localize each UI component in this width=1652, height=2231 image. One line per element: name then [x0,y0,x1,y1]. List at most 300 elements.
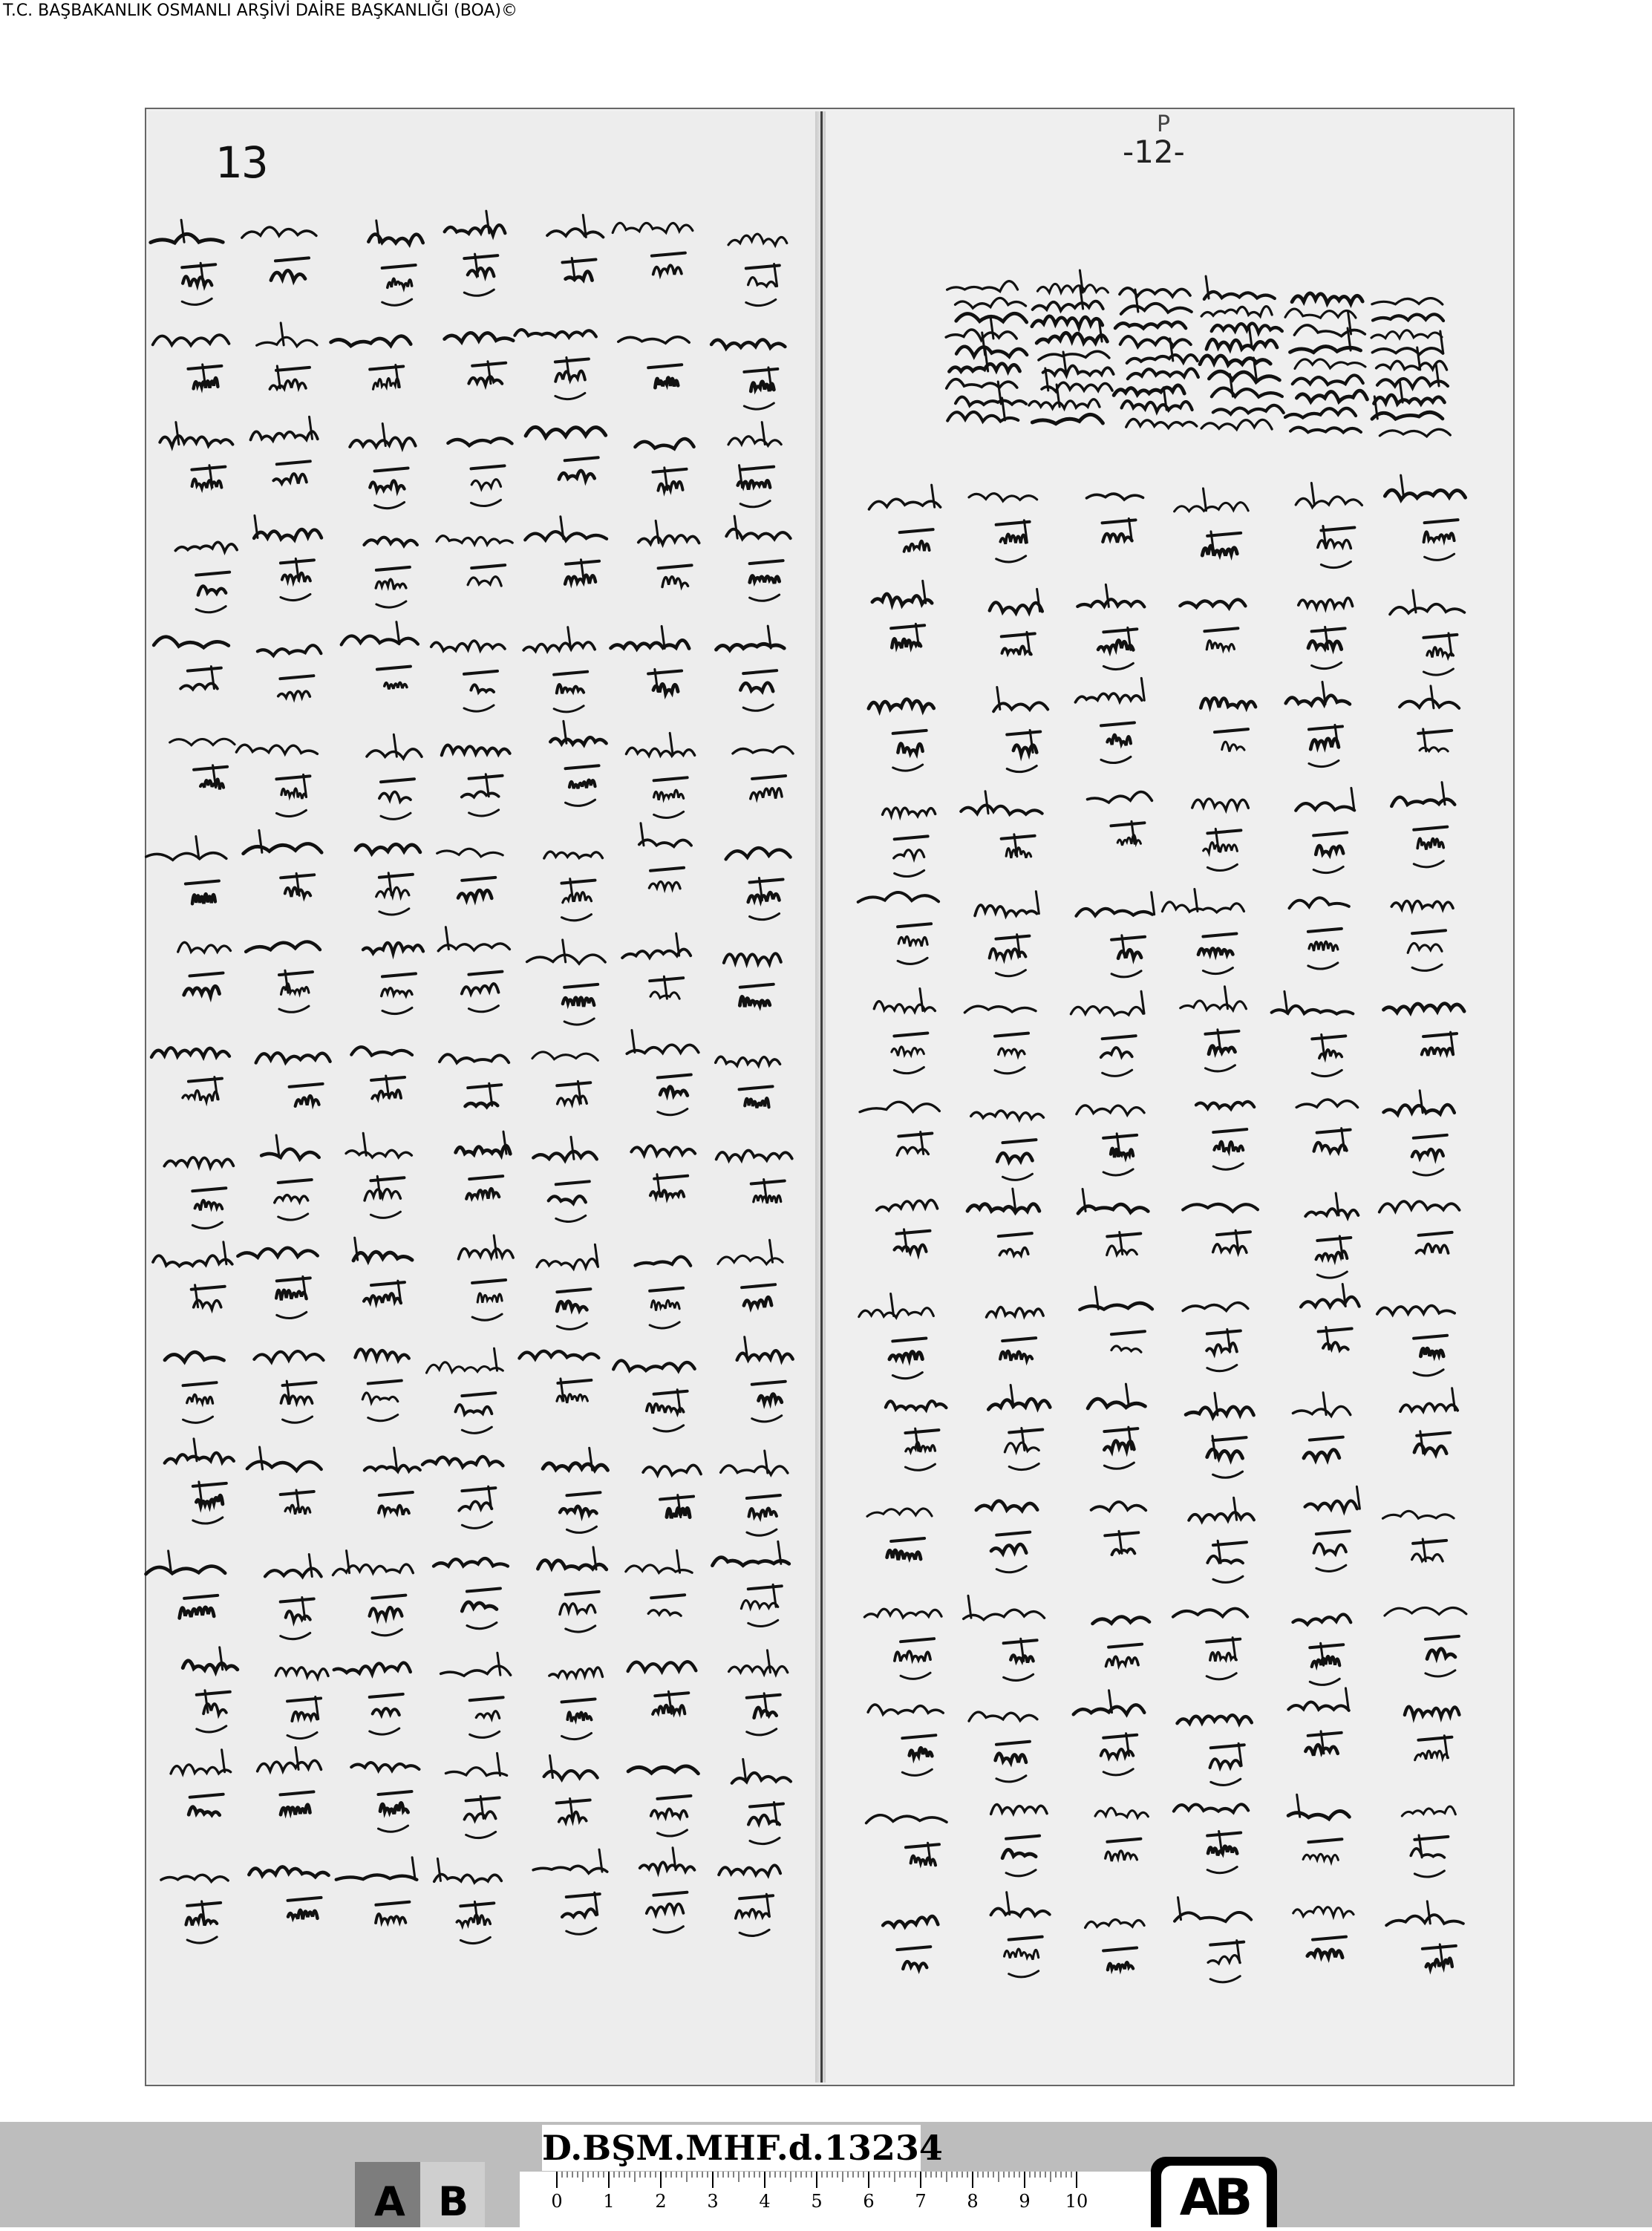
handwriting-stroke [1391,901,1453,910]
handwriting-stroke [1103,1735,1137,1738]
handwriting-stroke [1183,1204,1258,1212]
handwriting-stroke [1201,698,1256,708]
handwriting-stroke [566,1626,595,1632]
handwriting-stroke [1317,1238,1351,1241]
handwriting-stroke [987,1307,1044,1318]
handwriting-stroke [557,1082,590,1085]
handwriting-stroke [1111,1331,1145,1334]
handwriting-stroke [277,461,310,464]
handwriting-stroke [275,258,309,261]
handwriting-stroke [1305,1745,1337,1755]
handwriting-stroke [557,1289,590,1292]
handwriting-stroke [1043,366,1114,376]
handwriting-stroke [353,1252,412,1261]
handwriting-stroke [458,890,492,900]
handwriting-stroke [947,412,1018,422]
handwriting-stroke [1207,1331,1241,1334]
handwriting-stroke [456,1146,511,1155]
handwriting-stroke [279,1006,309,1012]
handwriting-stroke [740,501,770,507]
handwriting-stroke [193,1483,226,1486]
handwriting-stroke [894,1067,924,1073]
folio-mark-right: P [1157,111,1171,137]
handwriting-stroke [748,892,780,902]
handwriting-stroke [189,1807,219,1815]
handwriting-stroke [256,1053,330,1062]
handwriting-stroke [281,788,306,799]
handwriting-stroke [976,1501,1037,1511]
handwriting-stroke [618,337,689,344]
handwriting-stroke [146,853,226,860]
handwriting-stroke [662,577,688,587]
handwriting-stroke [355,1349,408,1360]
handwriting-stroke [1111,971,1141,977]
handwriting-stroke [381,813,411,819]
handwriting-stroke [1111,1149,1133,1157]
handwriting-stroke [733,747,793,754]
handwriting-stroke [1002,1338,1036,1341]
handwriting-stroke [567,1526,596,1532]
handwriting-stroke [1109,1644,1142,1647]
handwriting-stroke [1308,1839,1342,1842]
handwriting-stroke [555,359,589,362]
handwriting-stroke [996,1776,1026,1782]
handwriting-stroke [543,1463,607,1471]
handwriting-stroke [886,1401,947,1410]
handwriting-stroke [1000,534,1025,543]
handwriting-stroke [561,881,595,883]
handwriting-stroke [947,281,1018,292]
handwriting-stroke [1312,662,1342,668]
handwriting-stroke [1122,401,1192,411]
handwriting-stroke [904,541,930,552]
handwriting-stroke [883,1916,938,1927]
handwriting-stroke [236,745,317,754]
handwriting-stroke [1114,385,1184,395]
handwriting-stroke [333,1564,413,1575]
handwriting-stroke [1321,561,1351,567]
handwriting-stroke [1321,527,1354,530]
handwriting-stroke [1296,497,1362,507]
handwriting-stroke [660,1087,688,1096]
handwriting-stroke [995,1068,1025,1074]
handwriting-stroke [1210,1759,1241,1768]
handwriting-stroke [897,1947,930,1950]
handwriting-stroke [1316,1565,1346,1571]
handwriting-stroke [372,1595,405,1598]
handwriting-stroke [368,235,422,244]
handwriting-stroke [677,1550,680,1572]
handwriting-stroke [651,1595,685,1598]
handwriting-stroke [567,1928,596,1934]
handwriting-stroke [895,836,928,839]
handwriting-stroke [1292,293,1362,304]
handwriting-stroke [562,1909,596,1917]
handwriting-stroke [471,466,505,468]
handwriting-stroke [165,1453,234,1463]
color-card-letter-a: A [374,2178,405,2225]
handwriting-stroke [1000,1351,1032,1361]
handwriting-stroke [866,1815,947,1823]
handwriting-stroke [472,1280,506,1283]
handwriting-stroke [376,601,406,607]
handwriting-stroke [613,223,693,232]
handwriting-stroke [654,811,684,817]
handwriting-stroke [898,936,927,946]
handwriting-stroke [1424,532,1455,542]
handwriting-stroke [892,1047,924,1056]
handwriting-stroke [1098,640,1133,650]
handwriting-stroke [515,330,595,337]
handwriting-stroke [180,1607,214,1618]
handwriting-stroke [1310,1644,1343,1647]
handwriting-stroke [887,1550,921,1560]
handwriting-stroke [469,1176,503,1179]
handwriting-stroke [549,1196,586,1203]
handwriting-stroke [468,577,501,586]
handwriting-stroke [1317,1272,1347,1278]
handwriting-stroke [370,367,403,370]
handwriting-stroke [740,467,774,470]
handwriting-stroke [653,469,687,472]
handwriting-stroke [956,298,1026,308]
handwriting-stroke [286,1611,310,1621]
handwriting-stroke [561,915,591,921]
handwriting-stroke [652,253,685,256]
handwriting-stroke [370,1177,404,1180]
handwriting-stroke [1212,388,1282,397]
handwriting-stroke [1285,408,1356,418]
handwriting-stroke [445,1768,506,1776]
handwriting-stroke [437,536,512,545]
handwriting-stroke [288,1910,318,1919]
folio-number-right: -12- [1123,134,1185,170]
handwriting-stroke [667,1508,690,1518]
handwriting-stroke [1209,1046,1235,1054]
handwriting-stroke [632,1030,635,1053]
handwriting-stroke [1209,371,1279,382]
handwriting-stroke [351,1047,412,1055]
handwriting-stroke [457,1915,490,1926]
handwriting-stroke [464,290,494,295]
handwriting-stroke [1002,836,1035,839]
handwriting-stroke [869,699,934,711]
handwriting-stroke [1207,864,1237,870]
handwriting-stroke [379,1492,413,1495]
handwriting-stroke [956,347,1027,357]
ruler-number: 4 [759,2191,771,2212]
handwriting-stroke [1141,678,1144,700]
handwriting-stroke [192,1188,226,1191]
ruler-number: 1 [603,2191,615,2212]
handwriting-stroke [375,503,405,509]
handwriting-stroke [281,984,308,995]
handwriting-stroke [381,779,414,782]
handwriting-stroke [1414,827,1447,830]
handwriting-stroke [280,676,313,679]
handwriting-stroke [729,1666,788,1675]
handwriting-stroke [1307,1950,1342,1958]
handwriting-stroke [1203,967,1233,973]
handwriting-stroke [1042,382,1112,391]
handwriting-stroke [1412,1149,1443,1157]
handwriting-stroke [242,227,316,238]
handwriting-stroke [654,1391,688,1394]
handwriting-stroke [653,1705,685,1714]
handwriting-stroke [653,1892,687,1895]
handwriting-stroke [1210,1942,1244,1945]
handwriting-stroke [1427,647,1453,658]
handwriting-stroke [636,1257,691,1266]
handwriting-stroke [1293,1615,1351,1625]
handwriting-stroke [178,942,231,952]
handwriting-stroke [1288,1811,1349,1819]
handwriting-stroke [467,1589,500,1592]
handwriting-stroke [716,1056,780,1065]
handwriting-stroke [744,403,774,409]
handwriting-stroke [1126,419,1197,428]
handwriting-stroke [746,299,776,305]
handwriting-stroke [1318,540,1351,549]
handwriting-stroke [1174,1804,1248,1812]
handwriting-stroke [1037,589,1040,611]
handwriting-stroke [382,973,416,976]
handwriting-stroke [770,1240,773,1262]
handwriting-stroke [373,1708,399,1715]
handwriting-stroke [275,1195,308,1203]
handwriting-stroke [1374,395,1444,404]
handwriting-stroke [657,1830,687,1836]
handwriting-stroke [1301,1297,1359,1307]
handwriting-stroke [1411,1849,1444,1858]
handwriting-stroke [249,1866,328,1877]
handwriting-stroke [751,788,782,799]
handwriting-stroke [750,1803,783,1806]
handwriting-stroke [1152,892,1155,915]
handwriting-stroke [1390,604,1464,615]
handwriting-stroke [560,1604,595,1615]
handwriting-stroke [554,706,584,712]
handwriting-stroke [351,1763,419,1771]
handwriting-stroke [1400,699,1459,708]
handwriting-stroke [1312,628,1345,631]
handwriting-stroke [379,1826,408,1832]
handwriting-stroke [1112,1549,1135,1555]
handwriting-stroke [364,1293,401,1303]
handwriting-stroke [923,581,926,603]
handwriting-stroke [189,1079,222,1082]
handwriting-stroke [1426,1636,1459,1639]
handwriting-stroke [1111,1346,1141,1352]
handwriting-stroke [1293,1406,1350,1416]
handwriting-stroke [1413,1541,1446,1544]
handwriting-stroke [182,264,215,267]
handwriting-stroke [549,1756,552,1778]
handwriting-stroke [1180,600,1245,608]
handwriting-stroke [1077,1105,1144,1115]
handwriting-stroke [891,625,924,628]
handwriting-stroke [282,573,310,582]
handwriting-stroke [1417,347,1420,370]
handwriting-stroke [660,1497,693,1500]
handwriting-stroke [1075,693,1142,702]
handwriting-stroke [468,268,494,276]
handwriting-stroke [995,1033,1028,1036]
handwriting-stroke [459,1501,492,1510]
handwriting-stroke [183,1417,213,1422]
color-card-ab-label: AB [1161,2166,1267,2227]
handwriting-stroke [1086,494,1143,500]
handwriting-stroke [750,879,783,882]
handwriting-stroke [519,1351,598,1359]
handwriting-stroke [1210,1976,1240,1982]
handwriting-stroke [1202,546,1237,555]
handwriting-stroke [251,431,318,440]
handwriting-stroke [1316,846,1343,855]
handwriting-stroke [1029,399,1100,408]
handwriting-stroke [716,1151,792,1160]
handwriting-stroke [654,777,688,780]
handwriting-stroke [1207,1556,1243,1563]
handwriting-stroke [471,565,505,568]
handwriting-stroke [1092,1617,1149,1624]
handwriting-stroke [1009,1971,1039,1977]
handwriting-stroke [365,1466,420,1471]
handwriting-stroke [1308,929,1342,932]
handwriting-stroke [376,567,410,570]
handwriting-stroke [1420,748,1448,751]
handwriting-stroke [1201,307,1272,316]
handwriting-stroke [1175,1912,1251,1921]
handwriting-stroke [186,1915,218,1925]
handwriting-stroke [571,1137,574,1159]
handwriting-stroke [564,1019,594,1025]
handwriting-stroke [1372,412,1443,419]
handwriting-stroke [747,1529,777,1535]
handwriting-stroke [1091,1502,1146,1511]
handwriting-stroke [711,340,785,349]
handwriting-stroke [550,737,606,745]
handwriting-stroke [565,457,598,460]
handwriting-stroke [740,683,773,691]
handwriting-stroke [883,808,936,816]
handwriting-stroke [176,422,179,445]
handwriting-stroke [153,335,229,345]
handwriting-stroke [906,1443,936,1452]
handwriting-stroke [469,810,499,816]
handwriting-stroke [195,1201,223,1211]
handwriting-stroke [712,1558,789,1566]
handwriting-stroke [1308,1733,1342,1736]
handwriting-stroke [376,887,409,896]
handwriting-stroke [971,1111,1044,1120]
handwriting-stroke [462,1602,497,1611]
handwriting-stroke [867,1509,932,1516]
handwriting-stroke [1204,843,1238,853]
handwriting-stroke [184,1595,218,1598]
handwriting-stroke [1285,309,1356,318]
handwriting-stroke [967,1204,1039,1212]
handwriting-stroke [1207,1833,1241,1836]
handwriting-stroke [434,1558,508,1567]
handwriting-stroke [1294,325,1365,336]
handwriting-stroke [192,479,222,488]
handwriting-stroke [370,1212,400,1218]
handwriting-stroke [189,973,223,976]
handwriting-stroke [1314,1143,1347,1152]
handwriting-stroke [902,1735,936,1738]
handwriting-stroke [872,594,932,605]
handwriting-stroke [562,1699,595,1702]
handwriting-stroke [744,1297,771,1307]
handwriting-stroke [627,1045,698,1054]
handwriting-stroke [724,953,781,964]
handwriting-stroke [464,1812,495,1820]
handwriting-stroke [468,972,502,975]
handwriting-stroke [1383,1004,1464,1013]
handwriting-stroke [906,1844,939,1847]
handwriting-stroke [379,875,413,878]
handwriting-stroke [647,1904,684,1914]
handwriting-stroke [1296,391,1367,402]
handwriting-stroke [956,397,1026,406]
handwriting-stroke [750,595,780,601]
handwriting-stroke [281,1395,312,1405]
handwriting-stroke [903,1961,927,1970]
handwriting-stroke [651,1809,688,1817]
handwriting-stroke [1103,629,1137,632]
handwriting-stroke [1080,1303,1152,1310]
handwriting-stroke [1385,490,1465,500]
handwriting-stroke [1299,598,1353,608]
handwriting-stroke [864,1609,941,1618]
handwriting-stroke [996,970,1025,976]
handwriting-stroke [254,1351,323,1362]
handwriting-stroke [1032,414,1103,423]
handwriting-stroke [281,1805,310,1815]
handwriting-stroke [1205,1065,1235,1071]
handwriting-stroke [747,1729,777,1735]
handwriting-stroke [657,1796,690,1799]
handwriting-stroke [567,1712,591,1722]
handwriting-stroke [895,870,924,876]
handwriting-stroke [566,800,595,806]
handwriting-stroke [526,427,606,437]
handwriting-stroke [1207,339,1277,349]
handwriting-stroke [437,849,503,857]
handwriting-stroke [741,1601,777,1609]
handwriting-stroke [1192,799,1249,810]
handwriting-stroke [1380,1201,1460,1212]
handwriting-stroke [533,1866,607,1873]
handwriting-stroke [1111,823,1144,826]
handwriting-stroke [151,1048,229,1057]
handwriting-stroke [765,1451,768,1473]
handwriting-stroke [376,1902,409,1905]
ruler-number: 9 [1019,2191,1031,2212]
handwriting-stroke [1310,739,1339,749]
handwriting-stroke [278,691,310,699]
handwriting-stroke [558,1096,587,1104]
handwriting-stroke [1295,359,1365,369]
ruler-ticks [520,2172,1158,2227]
handwriting-stroke [370,1728,399,1734]
handwriting-stroke [1213,1163,1243,1169]
handwriting-stroke [1107,735,1131,745]
handwriting-stroke [1006,1870,1036,1876]
handwriting-stroke [1009,1463,1039,1469]
handwriting-stroke [1207,1867,1237,1873]
